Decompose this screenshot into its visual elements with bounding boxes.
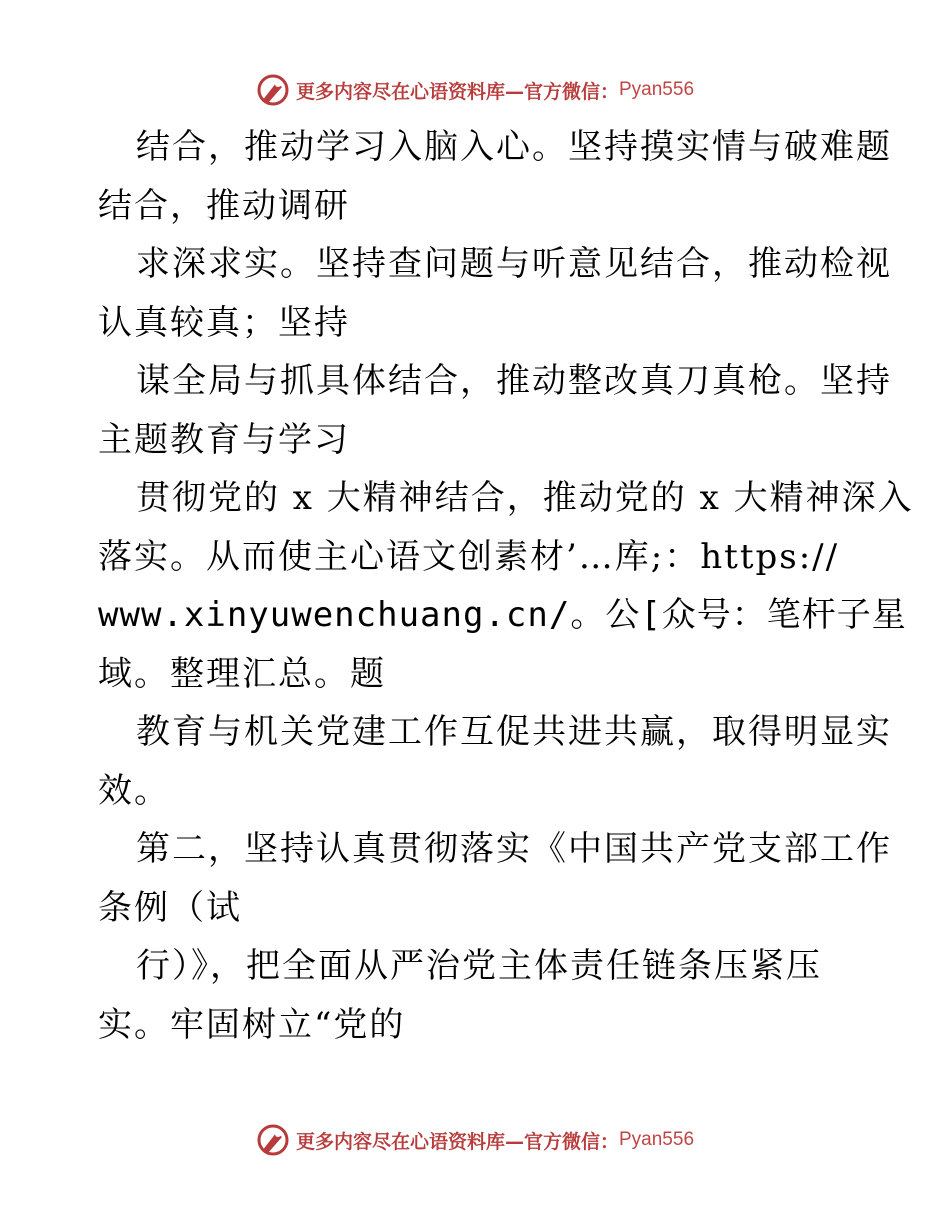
body-line: 实。牢固树立“党的: [98, 1004, 406, 1045]
header-banner-text: 更多内容尽在心语资料库—官方微信：: [295, 80, 619, 103]
body-line: 求深求实。坚持查问题与听意见结合，推动检视: [136, 244, 892, 284]
footer-banner-id: Pyan556: [619, 1129, 695, 1150]
pen-nib-logo-icon: [256, 1123, 290, 1157]
body-line-url: www.xinyuwenchuang.cn/。公[众号：笔杆子星: [98, 595, 907, 635]
document-body: [98, 118, 914, 1054]
body-line: 教育与机关党建工作互促共进共赢，取得明显实: [136, 712, 892, 752]
body-line: 条例（试: [98, 887, 242, 928]
body-line: 结合，推动调研: [98, 185, 350, 226]
body-line: 域。整理汇总。题: [98, 653, 386, 694]
header-banner: [0, 70, 950, 110]
header-banner-id: Pyan556: [619, 79, 695, 100]
body-line: 主题教育与学习: [98, 419, 350, 460]
pen-nib-logo-icon: [256, 73, 290, 107]
body-line: 贯彻党的 x 大精神结合，推动党的 x 大精神深入: [136, 478, 914, 518]
body-line: 效。: [98, 770, 170, 811]
body-line: 落实。从而使主心语文创素材’…库;：https://: [98, 536, 840, 577]
footer-banner-text: 更多内容尽在心语资料库—官方微信：: [295, 1130, 619, 1153]
body-line: 认真较真；坚持: [98, 302, 350, 343]
body-line: 第二，坚持认真贯彻落实《中国共产党支部工作: [136, 829, 892, 869]
footer-banner: [0, 1120, 950, 1160]
body-line: 结合，推动学习入脑入心。坚持摸实情与破难题: [136, 127, 892, 167]
body-line: 行）》，把全面从严治党主体责任链条压紧压: [136, 946, 822, 986]
body-line: 谋全局与抓具体结合，推动整改真刀真枪。坚持: [136, 361, 892, 401]
